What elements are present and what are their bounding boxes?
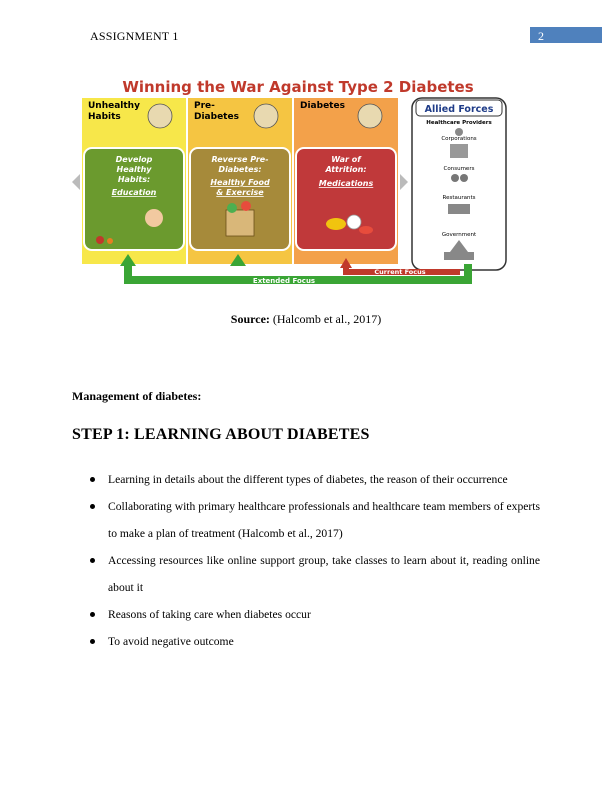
step-heading: STEP 1: LEARNING ABOUT DIABETES: [72, 426, 370, 443]
col3-box-line2: Attrition:: [325, 165, 367, 174]
doctor-icon: [455, 128, 463, 136]
page-number: 2: [538, 29, 544, 43]
person-eating-icon: [148, 104, 172, 128]
allied-item-1: Consumers: [443, 166, 475, 172]
list-item-text: Learning in details about the different types of diabetes, the reason of their occurrence: [108, 473, 508, 486]
list-item: [90, 601, 540, 628]
figure-source: [0, 312, 612, 327]
person-pills-icon: [358, 104, 382, 128]
list-item-text: To avoid negative outcome: [108, 635, 234, 648]
list-item-text: Accessing resources like online support group, take classes to learn about it, reading online about it: [108, 554, 540, 594]
col3-box-em: Medications: [318, 179, 374, 188]
management-heading: Management of diabetes:: [72, 389, 202, 403]
col2-box-em1: Healthy Food: [210, 178, 270, 187]
allied-item-3: Government: [441, 232, 477, 238]
list-item-text: Reasons of taking care when diabetes occur: [108, 608, 311, 621]
child-icon: [145, 209, 163, 227]
infographic-title: Winning the War Against Type 2 Diabetes: [122, 78, 474, 96]
col1-box-line1: Develop: [115, 155, 153, 164]
col1-heading-line1: Unhealthy: [88, 101, 140, 111]
col1-box-em: Education: [111, 188, 157, 197]
allied-heading: Allied Forces: [424, 104, 494, 115]
source-label: Source:: [230, 312, 270, 326]
extended-focus-label: Extended Focus: [252, 277, 316, 285]
current-focus-label: Current Focus: [374, 268, 426, 276]
allied-sub: Healthcare Providers: [426, 120, 492, 126]
grocery-bag-icon: [226, 210, 254, 236]
list-item: [90, 628, 540, 655]
bullet-icon: [90, 612, 95, 617]
restaurant-icon: [448, 204, 470, 214]
consumers-icon: [451, 174, 459, 182]
col1-box-line2: Healthy: [116, 165, 152, 174]
allied-item-2: Restaurants: [442, 195, 476, 201]
col1-heading-line2: Habits: [88, 112, 121, 122]
list-item: [90, 466, 540, 493]
bullet-icon: [90, 477, 95, 482]
bullet-icon: [90, 558, 95, 563]
source-citation: (Halcomb et al., 2017): [272, 312, 382, 326]
pills-icon: [326, 218, 346, 230]
allied-item-0: Corporations: [441, 136, 477, 142]
col3-box-line1: War of: [331, 155, 361, 164]
list-item-text: Collaborating with primary healthcare professionals and healthcare team members of experts to make a plan of treatment (Halcomb et al., 2017): [108, 500, 540, 540]
col2-box-em2: & Exercise: [216, 188, 264, 197]
running-header: ASSIGNMENT 1: [90, 29, 179, 43]
diabetes-infographic: [70, 72, 530, 290]
bullet-list: [90, 466, 540, 655]
col2-box-line2: Diabetes:: [218, 165, 262, 174]
col2-heading-line1: Pre-: [194, 101, 215, 111]
bullet-icon: [90, 504, 95, 509]
col2-box-line1: Reverse Pre-: [211, 155, 269, 164]
col1-box-line3: Habits:: [117, 175, 151, 184]
list-item: [90, 493, 540, 547]
person-eating-icon-2: [254, 104, 278, 128]
col2-heading-line2: Diabetes: [194, 112, 239, 122]
corporation-icon: [450, 144, 468, 158]
bullet-icon: [90, 639, 95, 644]
list-item: [90, 547, 540, 601]
col3-heading-line1: Diabetes: [300, 101, 345, 111]
